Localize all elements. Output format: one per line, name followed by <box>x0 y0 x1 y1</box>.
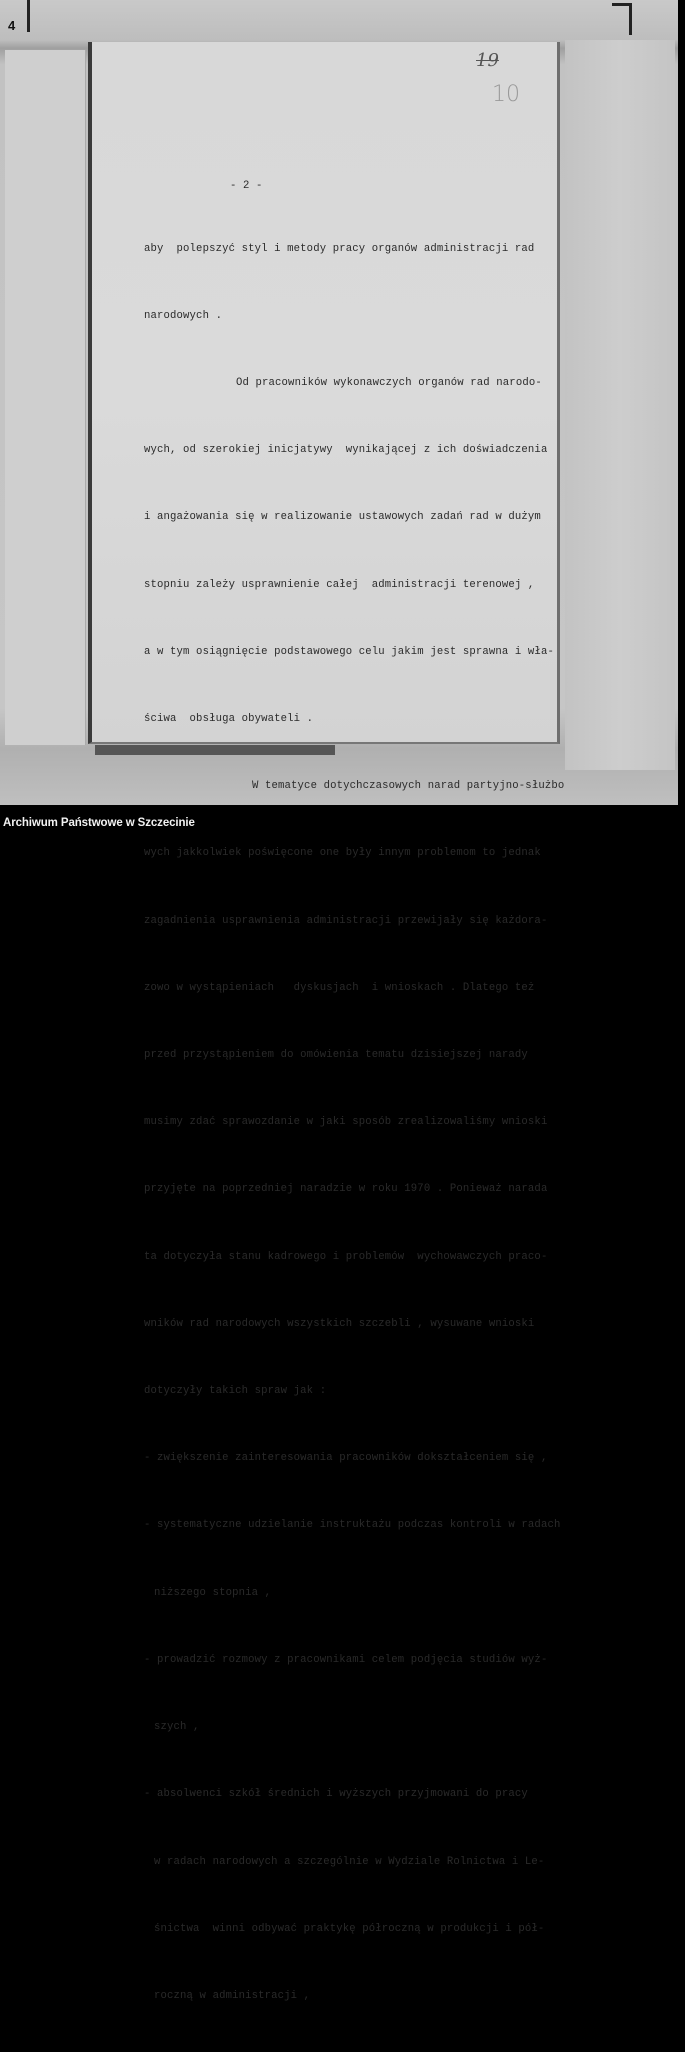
bullet-item: - absolwenci szkół średnich i wyższych przyjmowani do pracy <box>144 1788 528 1801</box>
text-line: musimy zdać sprawozdanie w jaki sposób zrealizowaliśmy wnioski <box>144 1116 548 1129</box>
right-adjacent-sheet <box>565 40 675 770</box>
text-line: ściwa obsługa obywateli . <box>144 713 314 726</box>
text-line: przyjęte na poprzedniej naradzie w roku 1970 . Ponieważ narada <box>144 1183 548 1196</box>
text-line: ta dotyczyła stanu kadrowego i problemów wychowawczych praco- <box>144 1250 548 1263</box>
bullet-continuation: roczną w administracji , <box>154 1989 311 2002</box>
bullet-continuation: szych , <box>154 1721 200 1734</box>
text-line: dotyczyły takich spraw jak : <box>144 1385 327 1398</box>
left-adjacent-sheet <box>5 50 86 745</box>
bullet-item: - systematyczne udzielanie instruktażu podczas kontroli w radach <box>144 1519 561 1532</box>
bullet-continuation: niższego stopnia , <box>154 1586 272 1599</box>
text-line: stopniu zależy usprawnienie całej administracji terenowej , <box>144 578 535 591</box>
text-line: i angażowania się w realizowanie ustawowych zadań rad w dużym <box>144 511 541 524</box>
text-line: wników rad narodowych wszystkich szczebli , wysuwane wnioski <box>144 1317 535 1330</box>
paragraph-start-line: Od pracowników wykonawczych organów rad narodo- <box>236 377 542 390</box>
archive-caption: Archiwum Państwowe w Szczecinie <box>3 817 195 829</box>
text-line: wych jakkolwiek poświęcone one były innym problemom to jednak <box>144 847 541 860</box>
bullet-continuation: śnictwa winni odbywać praktykę półroczną w produkcji i pół- <box>154 1922 545 1935</box>
bullet-item: - zwiększenie zainteresowania pracowników dokształceniem się , <box>144 1452 548 1465</box>
text-line: przed przystąpieniem do omówienia tematu dzisiejszej narady <box>144 1049 528 1062</box>
text-line: narodowych . <box>144 309 223 322</box>
text-line: aby polepszyć styl i metody pracy organów administracji rad <box>144 242 535 255</box>
text-line: zowo w wystąpieniach dyskusjach i wnioskach . Dlatego też <box>144 981 535 994</box>
text-line: wych, od szerokiej inicjatywy wynikającej z ich doświadczenia <box>144 444 548 457</box>
text-line: zagadnienia usprawnienia administracji przewijały się każdora- <box>144 914 548 927</box>
paragraph-start-line: W tematyce dotychczasowych narad partyjno-służbo <box>252 780 565 793</box>
folio-number-crossed: 19 <box>476 50 499 71</box>
frame-mark-left <box>27 0 30 32</box>
frame-number: 4 <box>8 18 16 33</box>
page-number: - 2 - <box>230 179 263 192</box>
bullet-continuation: w radach narodowych a szczególnie w Wydziale Rolnictwa i Le- <box>154 1855 545 1868</box>
document-body <box>144 134 564 2052</box>
frame-mark-right-vertical <box>629 3 632 35</box>
folio-number: 10 <box>492 82 520 107</box>
bullet-item: - prowadzić rozmowy z pracownikami celem podjęcia studiów wyż- <box>144 1653 548 1666</box>
text-line: a w tym osiągnięcie podstawowego celu jakim jest sprawna i wła- <box>144 645 554 658</box>
